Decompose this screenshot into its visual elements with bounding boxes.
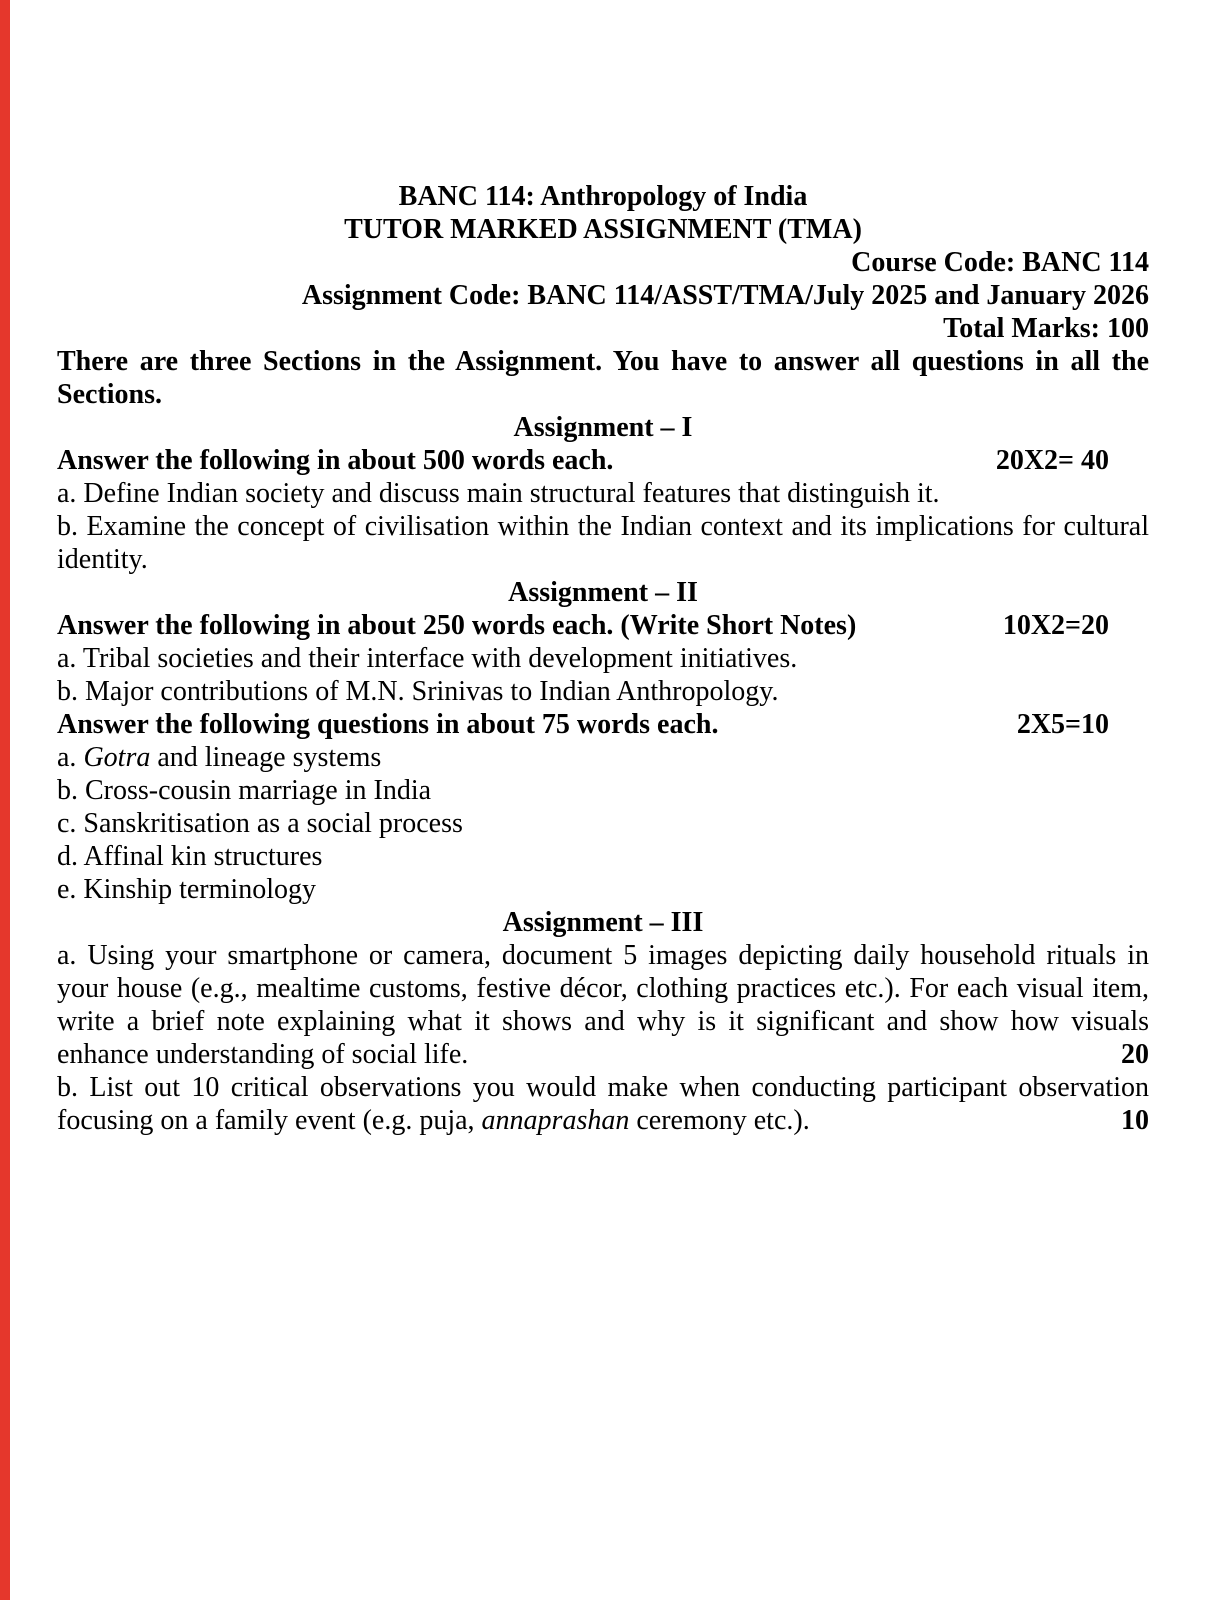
assignment3-question-b-marks: 10 (1121, 1105, 1149, 1136)
assignment2-question-a: a. Tribal societies and their interface with development initiatives. (57, 643, 798, 674)
assignment2-marks: 10X2=20 (1002, 610, 1109, 641)
assignment-type-title: TUTOR MARKED ASSIGNMENT (TMA) (344, 214, 862, 245)
code-block (57, 246, 1149, 345)
assignment2-questions (57, 642, 1149, 708)
total-marks-line: Total Marks: 100 (943, 313, 1149, 344)
intro-note: There are three Sections in the Assignment. You have to answer all questions in all the Sections. (57, 346, 1149, 410)
left-edge-red-strip (0, 0, 10, 1600)
short-question-a (57, 741, 1149, 774)
assignment2-heading: Assignment – II (508, 577, 698, 608)
assignment3-question-b-text-1: b. List out 10 critical observations you would make when conducting participant observation focusing on a family event (e.g. puja, (57, 1072, 1149, 1136)
short-question-d: d. Affinal kin structures (57, 841, 323, 872)
assignment3-question-a-marks: 20 (1121, 1039, 1149, 1070)
assignment-document-page (57, 0, 1149, 1137)
assignment3-question-a-text: a. Using your smartphone or camera, document 5 images depicting daily household rituals in your house (e.g., mealtime customs, festive décor, clothing practices etc.). For each visual item, write a brief note explaining what it shows and why is it significant and show how visuals enhance understanding of social life. (57, 940, 1149, 1070)
assignment3-question-b (57, 1071, 1149, 1137)
assignment3-question-b-term: annaprashan (481, 1105, 630, 1136)
assignment3-question-b-text-2: ceremony etc.). (629, 1105, 810, 1136)
assignment3-question-a (57, 939, 1149, 1071)
short-question-e: e. Kinship terminology (57, 874, 316, 905)
short-questions-instruction: Answer the following questions in about 75 words each. (57, 709, 719, 740)
assignment1-instruction: Answer the following in about 500 words each. (57, 445, 614, 476)
short-question-b: b. Cross-cousin marriage in India (57, 775, 432, 806)
assignment1-questions (57, 477, 1149, 576)
short-questions-marks: 2X5=10 (1016, 709, 1109, 740)
document-header (57, 180, 1149, 246)
assignment2-instruction-row (57, 609, 1149, 642)
assignment1-instruction-row (57, 444, 1149, 477)
short-question-c: c. Sanskritisation as a social process (57, 808, 463, 839)
short-question-a-term: Gotra (83, 742, 151, 773)
assignment2-question-b: b. Major contributions of M.N. Srinivas to Indian Anthropology. (57, 676, 779, 707)
course-code-line: Course Code: BANC 114 (851, 247, 1149, 278)
short-questions-instruction-row (57, 708, 1149, 741)
assignment2-instruction: Answer the following in about 250 words each. (Write Short Notes) (57, 610, 857, 641)
assignment-code-line: Assignment Code: BANC 114/ASST/TMA/July 2025 and January 2026 (301, 280, 1149, 311)
assignment1-marks: 20X2= 40 (995, 445, 1109, 476)
assignment1-heading: Assignment – I (513, 412, 693, 443)
assignment3-heading: Assignment – III (502, 907, 704, 938)
short-questions-list (57, 741, 1149, 906)
assignment1-question-b: b. Examine the concept of civilisation within the Indian context and its implications for cultural identity. (57, 511, 1149, 575)
assignment1-question-a: a. Define Indian society and discuss main structural features that distinguish it. (57, 478, 940, 509)
short-question-a-prefix: a. (57, 742, 84, 773)
course-title: BANC 114: Anthropology of India (398, 181, 808, 212)
short-question-a-rest: and lineage systems (150, 742, 382, 773)
